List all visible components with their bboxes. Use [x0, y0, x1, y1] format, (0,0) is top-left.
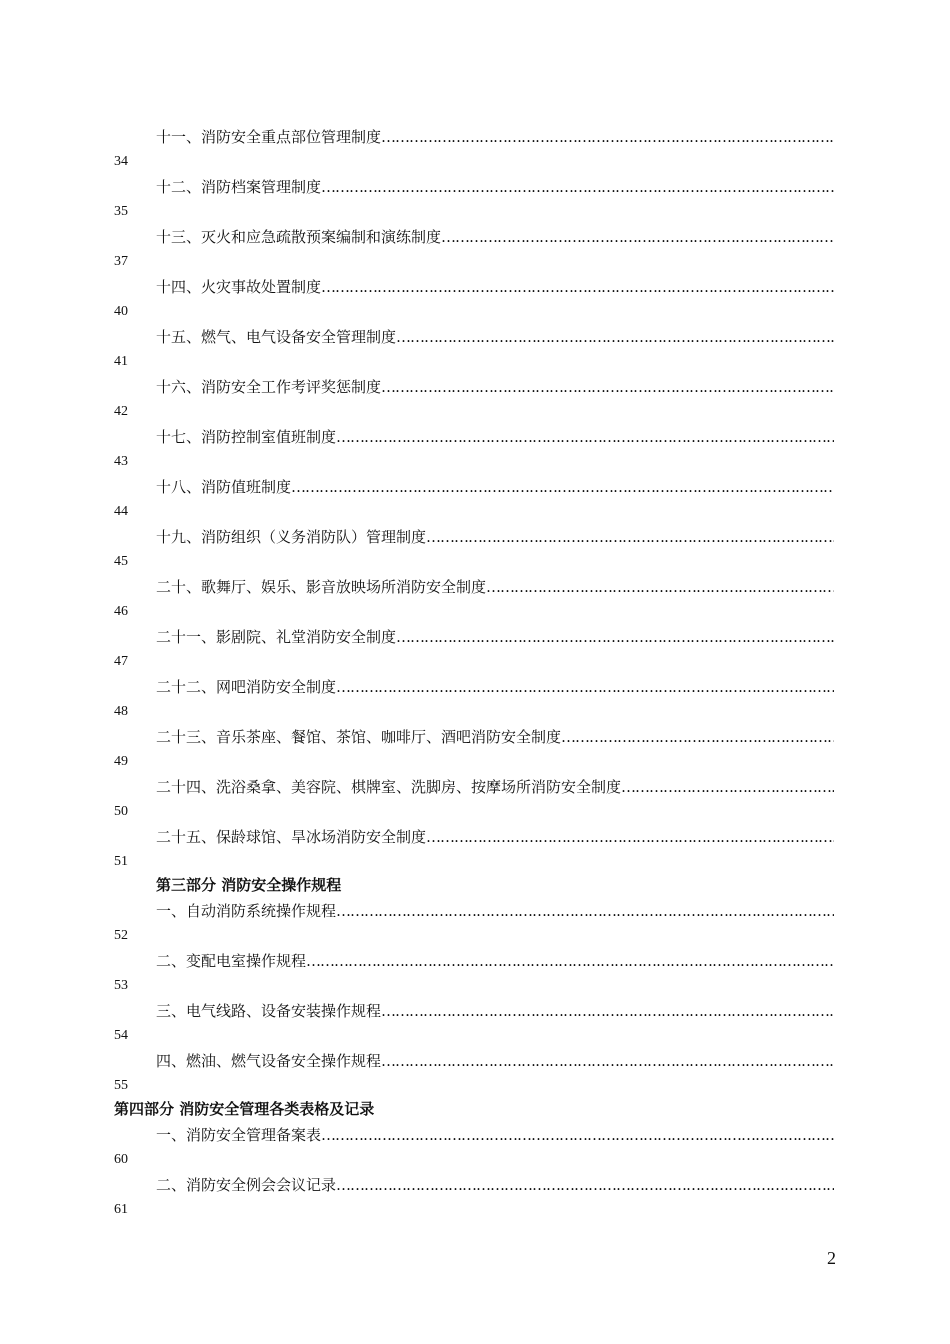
toc-entry-title: 二十四、洗浴桑拿、美容院、棋牌室、洗脚房、按摩场所消防安全制度 …………………………………………………………………………………………………………………………………………………………………………………………………… — [156, 777, 834, 797]
toc-entry-page: 61 — [114, 1202, 128, 1217]
toc-entry-title: 三、电气线路、设备安装操作规程 …………………………………………………………………………………………………………………………………………………………………………………………………… — [156, 1001, 834, 1021]
toc-entry[interactable] — [0, 374, 950, 424]
toc-entry[interactable] — [0, 948, 950, 998]
toc-entry-page: 51 — [114, 854, 128, 869]
page-number: 2 — [827, 1248, 836, 1268]
toc-entry-page: 42 — [114, 404, 128, 419]
toc-entry-page: 50 — [114, 804, 128, 819]
toc-entry-page: 48 — [114, 704, 128, 719]
toc-entry-title: 二十、歌舞厅、娱乐、影音放映场所消防安全制度 …………………………………………………………………………………………………………………………………………………………………………………………………… — [156, 577, 834, 597]
table-of-contents — [0, 124, 950, 1222]
toc-entry-title: 二、变配电室操作规程 …………………………………………………………………………………………………………………………………………………………………………………………………… — [156, 951, 834, 971]
toc-entry-page: 47 — [114, 654, 128, 669]
toc-entry[interactable] — [0, 324, 950, 374]
toc-entry-page: 45 — [114, 554, 128, 569]
part3-heading: 第三部分 消防安全操作规程 — [156, 876, 342, 894]
toc-entry[interactable] — [0, 424, 950, 474]
part4-heading: 第四部分 消防安全管理各类表格及记录 — [114, 1100, 375, 1118]
toc-entry[interactable] — [0, 1172, 950, 1222]
toc-entry-title: 十四、火灾事故处置制度 …………………………………………………………………………………………………………………………………………………………………………………………………… — [156, 277, 834, 297]
toc-entry-title: 一、消防安全管理备案表 …………………………………………………………………………………………………………………………………………………………………………………………………… — [156, 1125, 834, 1145]
toc-entry-title: 十五、燃气、电气设备安全管理制度 …………………………………………………………………………………………………………………………………………………………………………………………………… — [156, 327, 834, 347]
toc-entry-title: 四、燃油、燃气设备安全操作规程 …………………………………………………………………………………………………………………………………………………………………………………………………… — [156, 1051, 834, 1071]
toc-entry-page: 60 — [114, 1152, 128, 1167]
toc-entry-title: 十一、消防安全重点部位管理制度 …………………………………………………………………………………………………………………………………………………………………………………………………… — [156, 127, 834, 147]
toc-entry-page: 54 — [114, 1028, 128, 1043]
toc-entry-title: 二十二、网吧消防安全制度 …………………………………………………………………………………………………………………………………………………………………………………………………… — [156, 677, 834, 697]
toc-entry-title: 十九、消防组织（义务消防队）管理制度 …………………………………………………………………………………………………………………………………………………………………………………………………… — [156, 527, 834, 547]
toc-entry[interactable] — [0, 524, 950, 574]
toc-entry-page: 41 — [114, 354, 128, 369]
toc-entry[interactable] — [0, 274, 950, 324]
toc-entry[interactable] — [0, 898, 950, 948]
toc-entry[interactable] — [0, 724, 950, 774]
toc-entry-title: 十八、消防值班制度 …………………………………………………………………………………………………………………………………………………………………………………………………… — [156, 477, 834, 497]
toc-entry-page: 34 — [114, 154, 128, 169]
toc-entry-page: 52 — [114, 928, 128, 943]
toc-entry-page: 55 — [114, 1078, 128, 1093]
toc-entry-page: 44 — [114, 504, 128, 519]
toc-entry[interactable] — [0, 174, 950, 224]
toc-entry-title: 十六、消防安全工作考评奖惩制度 …………………………………………………………………………………………………………………………………………………………………………………………………… — [156, 377, 834, 397]
toc-entry-title: 二十三、音乐茶座、餐馆、茶馆、咖啡厅、酒吧消防安全制度 …………………………………………………………………………………………………………………………………………………………………………………………………… — [156, 727, 834, 747]
toc-entry-title: 二十一、影剧院、礼堂消防安全制度 …………………………………………………………………………………………………………………………………………………………………………………………………… — [156, 627, 834, 647]
toc-entry[interactable] — [0, 124, 950, 174]
toc-entry-page: 53 — [114, 978, 128, 993]
toc-entry-title: 十三、灭火和应急疏散预案编制和演练制度 …………………………………………………………………………………………………………………………………………………………………………………………………… — [156, 227, 834, 247]
toc-entry[interactable] — [0, 824, 950, 874]
toc-entry[interactable] — [0, 574, 950, 624]
toc-entry[interactable] — [0, 474, 950, 524]
toc-entry-title: 二、消防安全例会会议记录 …………………………………………………………………………………………………………………………………………………………………………………………………… — [156, 1175, 834, 1195]
toc-entry-page: 46 — [114, 604, 128, 619]
part3-heading-row — [0, 874, 950, 898]
toc-entry[interactable] — [0, 998, 950, 1048]
toc-entry[interactable] — [0, 224, 950, 274]
toc-entry[interactable] — [0, 1048, 950, 1098]
toc-entry-page: 37 — [114, 254, 128, 269]
toc-entry-title: 十七、消防控制室值班制度 …………………………………………………………………………………………………………………………………………………………………………………………………… — [156, 427, 834, 447]
toc-entry-title: 一、自动消防系统操作规程 …………………………………………………………………………………………………………………………………………………………………………………………………… — [156, 901, 834, 921]
toc-entry-title: 二十五、保龄球馆、旱冰场消防安全制度 …………………………………………………………………………………………………………………………………………………………………………………………………… — [156, 827, 834, 847]
toc-entry[interactable] — [0, 774, 950, 824]
toc-entry[interactable] — [0, 624, 950, 674]
toc-entry[interactable] — [0, 674, 950, 724]
toc-entry-title: 十二、消防档案管理制度 …………………………………………………………………………………………………………………………………………………………………………………………………… — [156, 177, 834, 197]
toc-entry-page: 43 — [114, 454, 128, 469]
toc-entry-page: 35 — [114, 204, 128, 219]
toc-entry-page: 49 — [114, 754, 128, 769]
toc-entry[interactable] — [0, 1122, 950, 1172]
toc-entry-page: 40 — [114, 304, 128, 319]
part4-heading-row — [0, 1098, 950, 1122]
